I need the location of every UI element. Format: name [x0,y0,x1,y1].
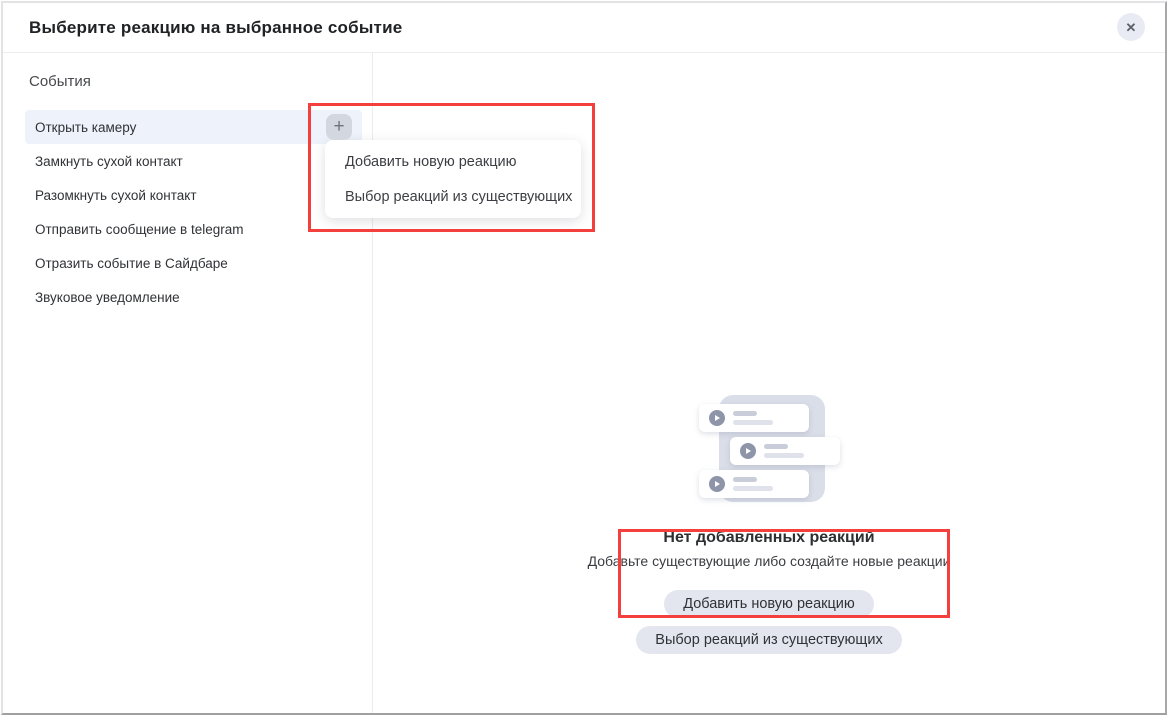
reaction-picker-dialog [1,1,1167,715]
illustration-card [699,470,809,498]
add-reaction-plus-button[interactable] [326,114,352,140]
illustration-card [699,404,809,432]
close-icon: ✕ [1125,19,1137,35]
play-icon [740,443,756,459]
events-sidebar [3,53,373,713]
play-icon [709,476,725,492]
empty-state [373,395,1165,654]
event-item-sound-notification[interactable]: Звуковое уведомление [35,289,180,305]
events-list [3,110,372,314]
events-heading: События [29,73,91,90]
event-item-send-telegram[interactable]: Отправить сообщение в telegram [35,221,244,237]
play-icon [709,410,725,426]
menu-item-add-new-reaction[interactable]: Добавить новую реакцию [325,144,581,179]
choose-existing-reactions-button[interactable]: Выбор реакций из существующих [636,626,901,654]
event-item-open-camera[interactable]: Открыть камеру [25,110,362,144]
dialog-header [3,3,1165,53]
menu-item-choose-existing-reactions[interactable]: Выбор реакций из существующих [325,179,581,214]
plus-icon: + [333,116,345,137]
add-new-reaction-button[interactable]: Добавить новую реакцию [664,590,874,618]
dialog-body [3,53,1165,713]
event-item-close-dry-contact[interactable]: Замкнуть сухой контакт [35,153,183,169]
add-reaction-dropdown-menu [325,140,581,218]
empty-state-title: Нет добавленных реакций [663,529,875,546]
dialog-title: Выберите реакцию на выбранное событие [29,17,403,37]
empty-state-subtitle: Добавьте существующие либо создайте новые реакции [587,553,951,569]
illustration-card [730,437,840,465]
event-item-open-dry-contact[interactable]: Разомкнуть сухой контакт [35,187,197,203]
reactions-illustration [699,395,840,502]
close-button[interactable] [1117,13,1145,41]
event-item-show-in-sidebar[interactable]: Отразить событие в Сайдбаре [35,255,228,271]
